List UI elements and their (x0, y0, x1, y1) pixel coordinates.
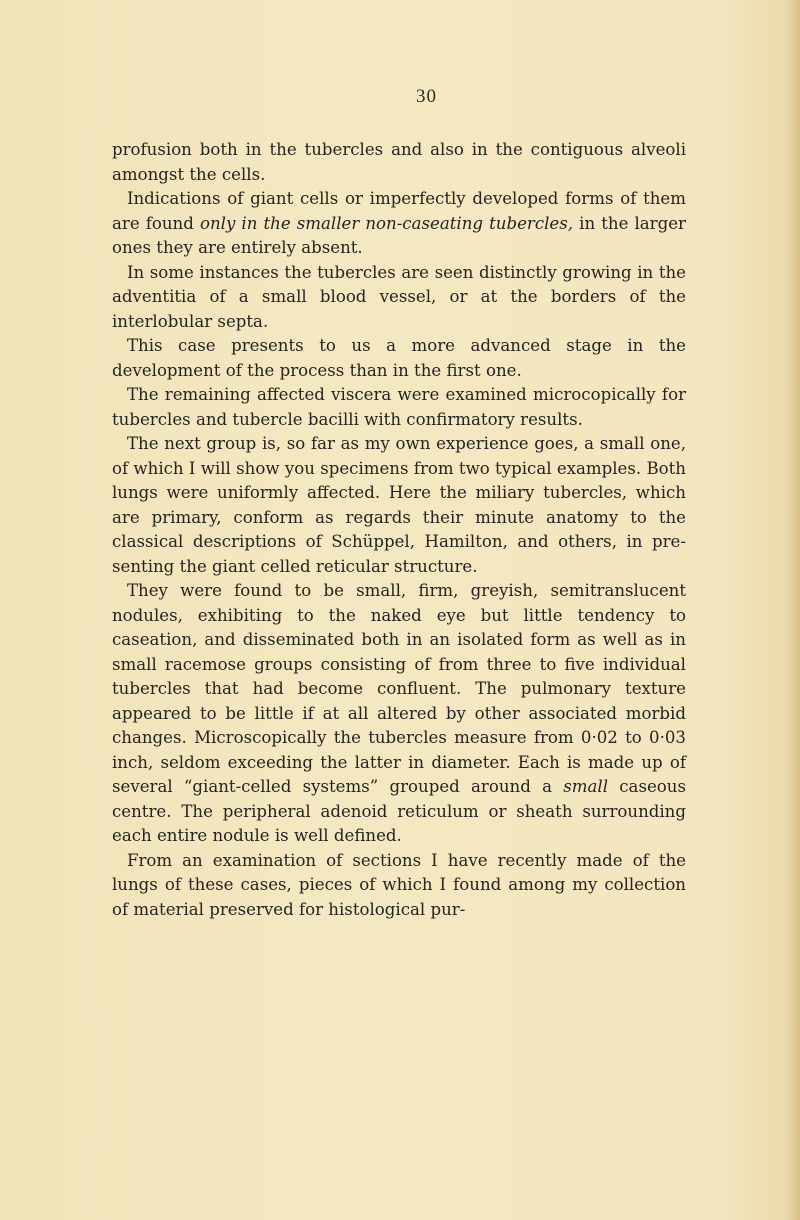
body-text (112, 138, 686, 922)
paragraph-8 (112, 849, 686, 923)
paragraph-1 (112, 138, 686, 187)
text-segment: This case presents to us a more advanced stage in the development of the process than in the first one. (112, 336, 686, 380)
text-segment: Indications of giant cells or imperfectly developed forms of them are found (112, 189, 686, 233)
italic-segment: only in the smaller non-caseating tubercles, (199, 213, 574, 233)
text-segment: The remaining affected viscera were examined microcopically for tubercles and tubercle bacilli with confirmatory results. (112, 385, 686, 429)
paragraph-4 (112, 334, 686, 383)
text-segment: caseous centre. The peripheral adenoid reticulum or sheath surrounding each entire nodule is well defined. (112, 777, 686, 845)
paragraph-3 (112, 261, 686, 335)
text-segment: The next group is, so far as my own experience goes, a small one, of which I will show you specimens from two typical examples. Both lungs were uniformly affected. Here the miliary tubercles, which are primary, conform as regards their minute anatomy to the classical descriptions of Schüppel, Hamilton, and others, in presenting the giant celled reticular structure. (112, 434, 686, 576)
paragraph-6 (112, 432, 686, 579)
text-segment: They were found to be small, firm, greyish, semitranslucent nodules, exhibiting to the naked eye but little tendency to caseation, and disseminated both in an isolated form as well as in small racemose groups consisting of from three to five individual tubercles that had become confluent. The pulmonary texture appeared to be little if at all altered by other associated morbid changes. Microscopically the tubercles measure from 0·02 to 0·03 inch, seldom exceeding the latter in diameter. Each is made up of several “giant-celled systems” grouped around a (112, 581, 686, 796)
paragraph-7 (112, 579, 686, 849)
text-segment: in the larger ones they are entirely absent. (112, 213, 686, 257)
paragraph-2 (112, 187, 686, 261)
paragraph-5 (112, 383, 686, 432)
text-segment: In some instances the tubercles are seen distinctly growing in the adventitia of a small blood vessel, or at the borders of the interlobular septa. (112, 262, 686, 331)
text-segment: From an examination of sections I have recently made of the lungs of these cases, pieces of which I found among my collection of material preserved for histological pur- (112, 850, 686, 919)
text-segment: profusion both in the tubercles and also in the contiguous alveoli amongst the cells. (112, 140, 686, 184)
page-edge-shadow (786, 0, 800, 1220)
italic-segment: small (563, 777, 609, 796)
page-number: 30 (416, 86, 437, 107)
